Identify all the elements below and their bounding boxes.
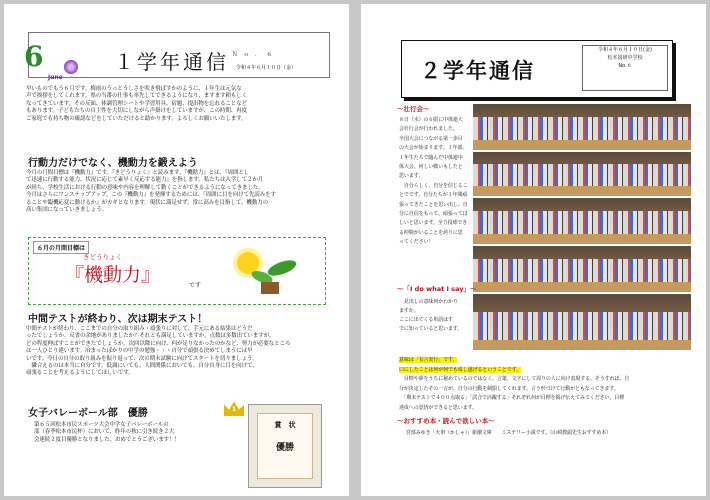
certificate-title: 賞 状: [274, 421, 296, 429]
tests-paragraph: [26, 326, 326, 378]
rally-photo: [473, 104, 691, 150]
text-line: 「期末テストで４００点取る」「試合で活躍する」それぞれ何が目標を掲げ伝えてみてください。目標: [399, 395, 625, 402]
text-line: て迅速に行動する能力、状況に応じて素早く反応する能力』を指します。私たちは入学して２か月: [26, 177, 264, 184]
text-line: しいと思います。全力投球でき: [399, 220, 468, 227]
month-english: June: [48, 74, 63, 81]
text-line: 高い集団になっていきましょう。: [26, 207, 108, 214]
school-name: 松本国研中学校: [607, 55, 643, 61]
rally-photo: [473, 294, 691, 350]
idowhatisay-paragraph: [399, 298, 471, 334]
text-line: 今月の月間目標は『機動力』です。『きどうりょく』と読みます。『機動力』とは、『周囲とし: [26, 170, 250, 176]
goal-reading: きどうりょく: [83, 253, 122, 261]
text-line: なってきています。その反面、体調管理シートや学習用具、宿題、提出物を忘れることなど: [26, 100, 247, 107]
kidouryoku-paragraph: [26, 170, 326, 214]
text-line: 隣合えるのは本当に自分です。低調にいても、人間関係においても、自分自身に目を向けて、: [26, 363, 258, 370]
newsletter-page-grade1: [4, 4, 349, 496]
section-heading-kidouryoku: 行動力だけでなく、機動力を鍛えよう: [28, 158, 198, 169]
rally-paragraph: [399, 116, 471, 248]
page-title: １学年通信: [114, 50, 229, 74]
section-heading-books: 〜おすすめ本・読んで欲しい本〜: [397, 417, 495, 425]
rally-photo: [473, 152, 691, 196]
text-line: 早いものでもう６月です。梅雨のうっとうしさを吹き飛ばすかのように、１年生は元気な: [26, 86, 242, 92]
text-line: 今月はさらにワンステップアップ。この『機動力』を発揮するためには、『周囲に目を向けて先読みをす: [26, 192, 276, 199]
goal-word: 『機動力』: [65, 264, 161, 286]
text-line: 部（春季松本市民杯）において、昨年の秋に引き続き２大: [34, 429, 175, 436]
text-line: 達成への覚悟ができると思います。: [399, 404, 478, 411]
newsletter-page-grade2: [361, 4, 706, 496]
text-line: 思います。: [399, 173, 424, 180]
highlight-text: 意味は「有言実行」です。: [399, 357, 458, 363]
certificate-inner: [257, 413, 313, 479]
section-heading-idowhatisay: 〜「I do what I say」〜: [397, 285, 477, 293]
certificate-body: 優勝: [275, 443, 294, 453]
text-line: どの程度伸ばすことができたでしょうか。次回以降に向け、何が足りなかったのかなど、努力が必要なところ: [26, 340, 291, 347]
issue-date: 令和４年６月１０日(金): [598, 47, 652, 53]
text-line: 自分らしく、自分を信じるこ: [399, 182, 468, 189]
text-line: 第６５回松本市民スポーツ大会中学女子バレーボールの: [34, 422, 169, 428]
intro-paragraph: [26, 86, 326, 123]
text-line: ったでしょうか。反省の余地がありましたか？それとも満足していますか。点数は多数出ていますが、: [26, 333, 275, 340]
issue-number: No.６: [618, 63, 632, 69]
book-recommendation: 宮部みゆき「火車（かしゃ）」新潮文庫 ミステリー小説です。（山崎教頭先生おすすめ本）: [401, 430, 612, 436]
text-line: の大会が始まります。１年部、: [399, 145, 468, 152]
text-line: でに知っていると思います。: [399, 326, 463, 332]
award-certificate-image: [248, 404, 322, 488]
text-line: 声で挨拶をしてくれます。県の当番の仕事も率先してできるようになり、ますます頼もしく: [26, 93, 247, 100]
text-line: る仲間がいることを誇りに思: [399, 229, 463, 236]
text-line: ８日（水）の６限に中体連大: [399, 117, 463, 123]
text-line: 目標や夢をうちに秘めているのではなく、言葉、文字にして周りの人に向け表現する。そうすれば、自: [399, 376, 630, 383]
text-line: 頑張ることを考えるようにしてほしいです。: [26, 370, 134, 377]
idowhatisay-details: [399, 356, 699, 414]
monthly-goal-box: [28, 237, 326, 305]
text-line: いです。今日の自分の取り組みを振り返って、次の期末試験に向けてスタートを切りましょう。: [26, 355, 258, 362]
crown-number: 1: [232, 406, 237, 413]
text-line: 見出しの意味何かわかり: [399, 299, 458, 305]
plant-pot-icon: [261, 282, 279, 294]
text-line: 張ってきたことを思い出し、自: [399, 201, 468, 208]
text-line: ってください！: [399, 239, 434, 246]
text-line: ご家庭でも持ち物の確認などをしていただけると助かります。よろしくお願いいたします。: [26, 115, 247, 122]
text-line: とでです。自分たちが１年間頑: [399, 192, 468, 199]
section-heading-volleyball: 女子バレーボール部 優勝: [28, 408, 148, 419]
header-frame: [401, 40, 673, 98]
volleyball-paragraph: [34, 422, 244, 444]
issue-date: 令和４年６月１０日（金）: [236, 65, 297, 71]
text-line: １年生たちで臨んだ中体連中: [399, 154, 463, 161]
issue-info-box: [582, 45, 668, 91]
hydrangea-icon: [64, 60, 78, 74]
text-line: が経ち、学校生活における行動の意味や内容を理解して動くことができるようになってきました。: [26, 184, 264, 191]
text-line: 分に自信をもって、頑張ってほ: [399, 211, 468, 218]
page-title: ２学年通信: [420, 59, 535, 83]
goal-label: ６月の月間目標は: [33, 241, 89, 254]
text-line: 会壮行会が行われました。: [399, 126, 458, 133]
section-heading-tests: 中間テストが終わり、次は期末テスト！: [28, 314, 208, 325]
month-number: 6: [24, 40, 44, 73]
goal-desu: です: [189, 282, 202, 289]
text-line: ここに出てくる単語はす: [399, 317, 453, 323]
text-line: 分が決定したその一言が、自分の行動を制限してくれます。言う形づけて行動がともなってきます。: [399, 385, 619, 392]
rally-photo: [473, 246, 691, 292]
text-line: 体大会、何しい戦いもしたと: [399, 164, 463, 171]
text-line: は一人ひとり違います。冶まったばかりの中学の勉強・・・自分で頑張る決めてしまうには早: [26, 348, 253, 355]
text-line: もあります。子どもたちの自主性を大切にしながら声掛けをしていますが、この時期、再度: [26, 108, 247, 115]
text-line: ることや臨機応変に動けるか』がカギとなります。現状に満足せず、常に高みを目指して、機動力の: [26, 199, 269, 206]
issue-number: Ｎｏ．６: [232, 52, 279, 58]
highlight-text: 口にしたことは何が何でも成し遂げるということです。: [399, 366, 522, 373]
rally-photo: [473, 198, 691, 244]
text-line: 会連続２度目優勝となりました。おめでとうございます！！: [34, 436, 180, 443]
text-line: 中間テストが終わり、ここまでの自分の取り組み・頑張りに対して、手元にある結果はどうだ: [26, 326, 253, 332]
text-line: ますか。: [399, 308, 419, 314]
text-line: 全国大会につながる第一歩目: [399, 135, 463, 142]
section-heading-rally: 〜壮行会〜: [397, 105, 430, 113]
